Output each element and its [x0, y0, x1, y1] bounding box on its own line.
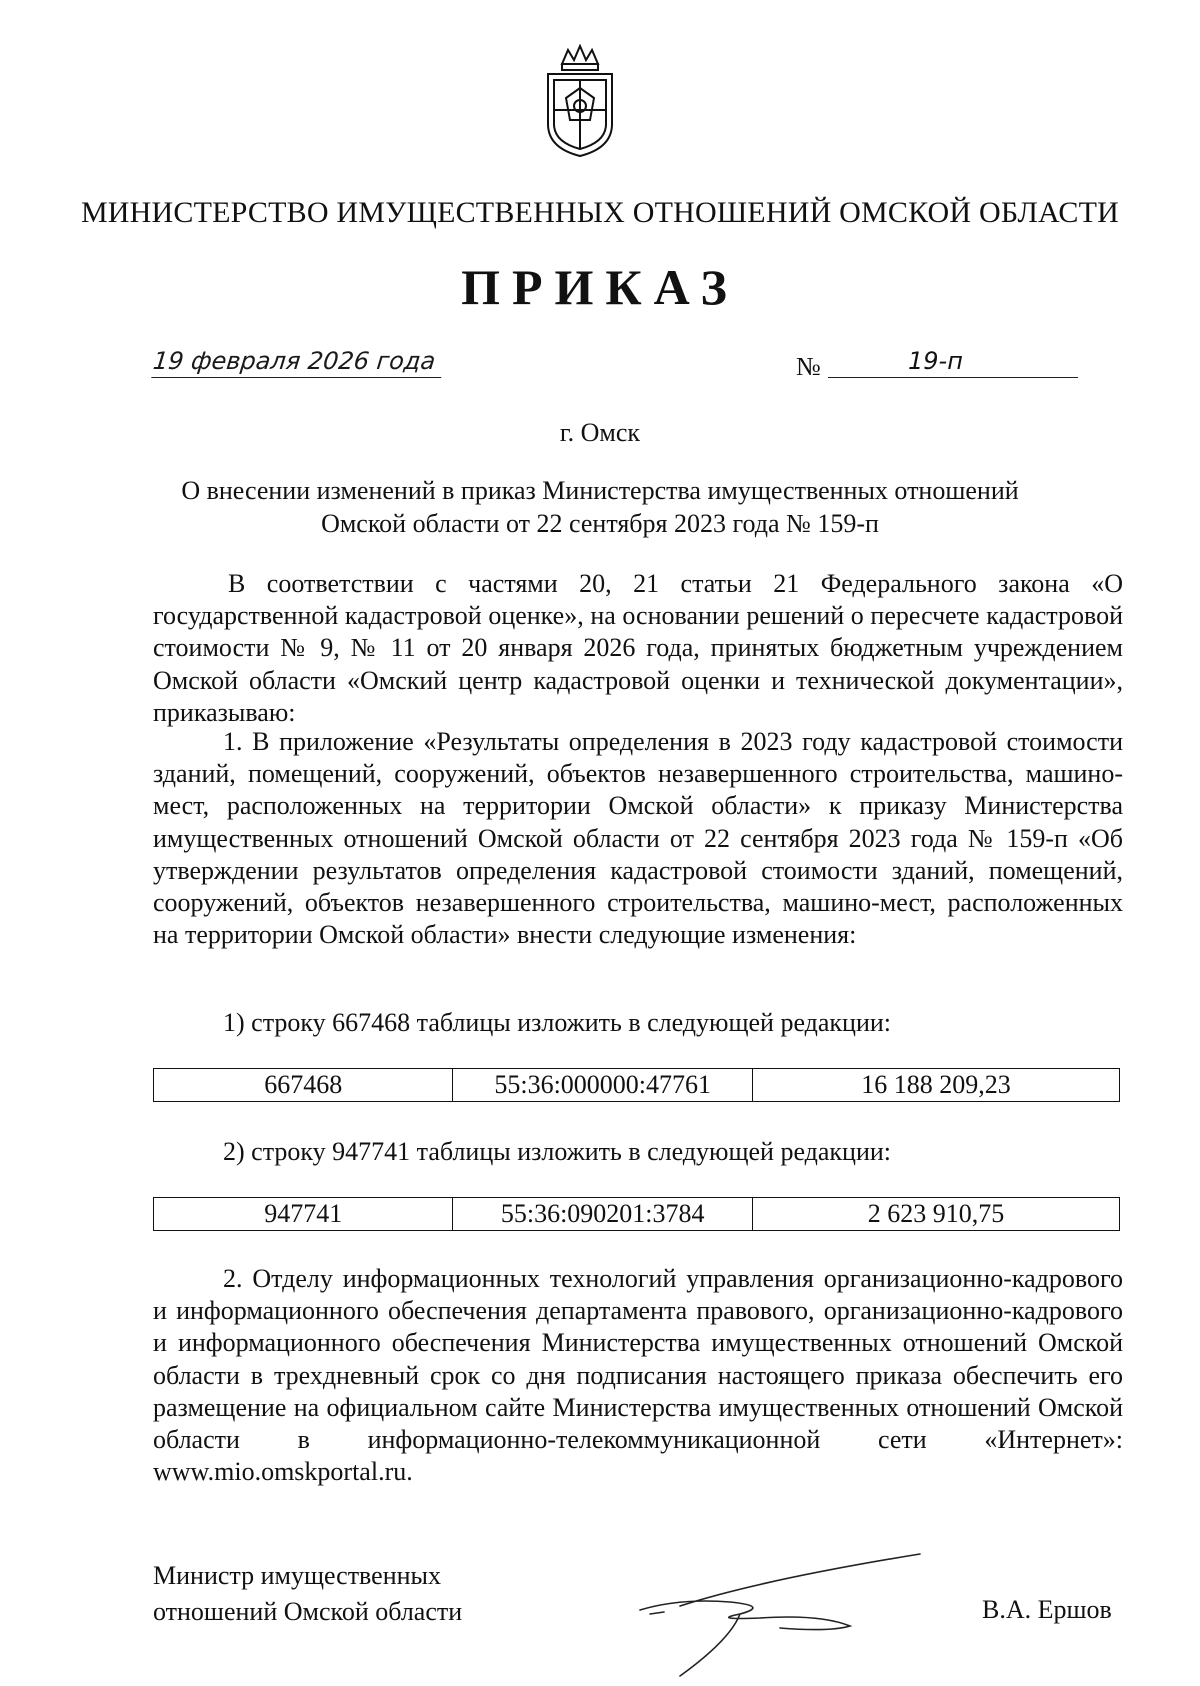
preamble-paragraph: В соответствии с частями 20, 21 статьи 21 Федерального закона «О государственной кадастровой оценке», на основании решений о пересчете кадастровой стоимости № 9, № 11 от 20 января 2026 года, принятых бюджетным учреждением Омской области «Омский центр кадастровой оценки и технической документации», приказываю: — [153, 569, 1123, 727]
change-2-table — [153, 1197, 1120, 1231]
cadastral-number-cell: 55:36:000000:47761 — [453, 1069, 752, 1102]
order-date: 19 февраля 2026 года — [151, 345, 444, 378]
item-2-paragraph: 2. Отделу информационных технологий управления организационно-кадрового и информационного обеспечения департамента правового, организационно-кадрового и информационного обеспечения Министерства имущественных отношений Омской области в трехдневный срок со дня подписания настоящего приказа обеспечить его размещение на официальном сайте Министерства имущественных отношений Омской области в информационно-телекоммуникационной сети «Интернет»: www.mio.omskportal.ru. — [153, 1264, 1123, 1487]
cadastral-value-cell: 16 188 209,23 — [752, 1069, 1119, 1102]
row-number-cell: 667468 — [154, 1069, 453, 1102]
cadastral-number-cell: 55:36:090201:3784 — [453, 1198, 752, 1231]
handwritten-signature — [620, 1540, 940, 1680]
subject-line-1: О внесении изменений в приказ Министерства имущественных отношений — [181, 476, 1019, 505]
signatory-title — [153, 1558, 462, 1630]
city: г. Омск — [559, 418, 641, 447]
item-1-paragraph: 1. В приложение «Результаты определения в 2023 году кадастровой стоимости зданий, помещений, сооружений, объектов незавершенного строительства, машино-мест, расположенных на территории Омской области» к приказу Министерства имущественных отношений Омской области от 22 сентября 2023 года № 159-п «Об утверждении результатов определения кадастровой стоимости зданий, помещений, сооружений, объектов незавершенного строительства, машино-мест, расположенных на территории Омской области» внести следующие изменения: — [153, 727, 1123, 950]
table-row — [154, 1069, 1120, 1102]
signatory-name: В.А. Ершов — [982, 1595, 1112, 1624]
table-row — [154, 1198, 1120, 1231]
change-1-title: 1) строку 667468 таблицы изложить в следующей редакции: — [223, 1008, 892, 1037]
row-number-cell: 947741 — [154, 1198, 453, 1231]
change-2-title: 2) строку 947741 таблицы изложить в следующей редакции: — [223, 1137, 892, 1166]
ministry-name: МИНИСТЕРСТВО ИМУЩЕСТВЕННЫХ ОТНОШЕНИЙ ОМСКОЙ ОБЛАСТИ — [80, 196, 1120, 229]
cadastral-value-cell: 2 623 910,75 — [752, 1198, 1119, 1231]
document-type-title: ПРИКАЗ — [461, 259, 739, 315]
order-number: 19-п — [828, 345, 1078, 378]
order-number-label: № — [796, 352, 821, 381]
signatory-title-line-2: отношений Омской области — [153, 1597, 463, 1626]
order-subject — [150, 474, 1050, 540]
subject-line-2: Омской области от 22 сентября 2023 года № 159-п — [321, 509, 879, 538]
signatory-title-line-1: Министр имущественных — [153, 1561, 442, 1590]
coat-of-arms-icon — [540, 44, 620, 159]
change-1-table — [153, 1068, 1120, 1102]
